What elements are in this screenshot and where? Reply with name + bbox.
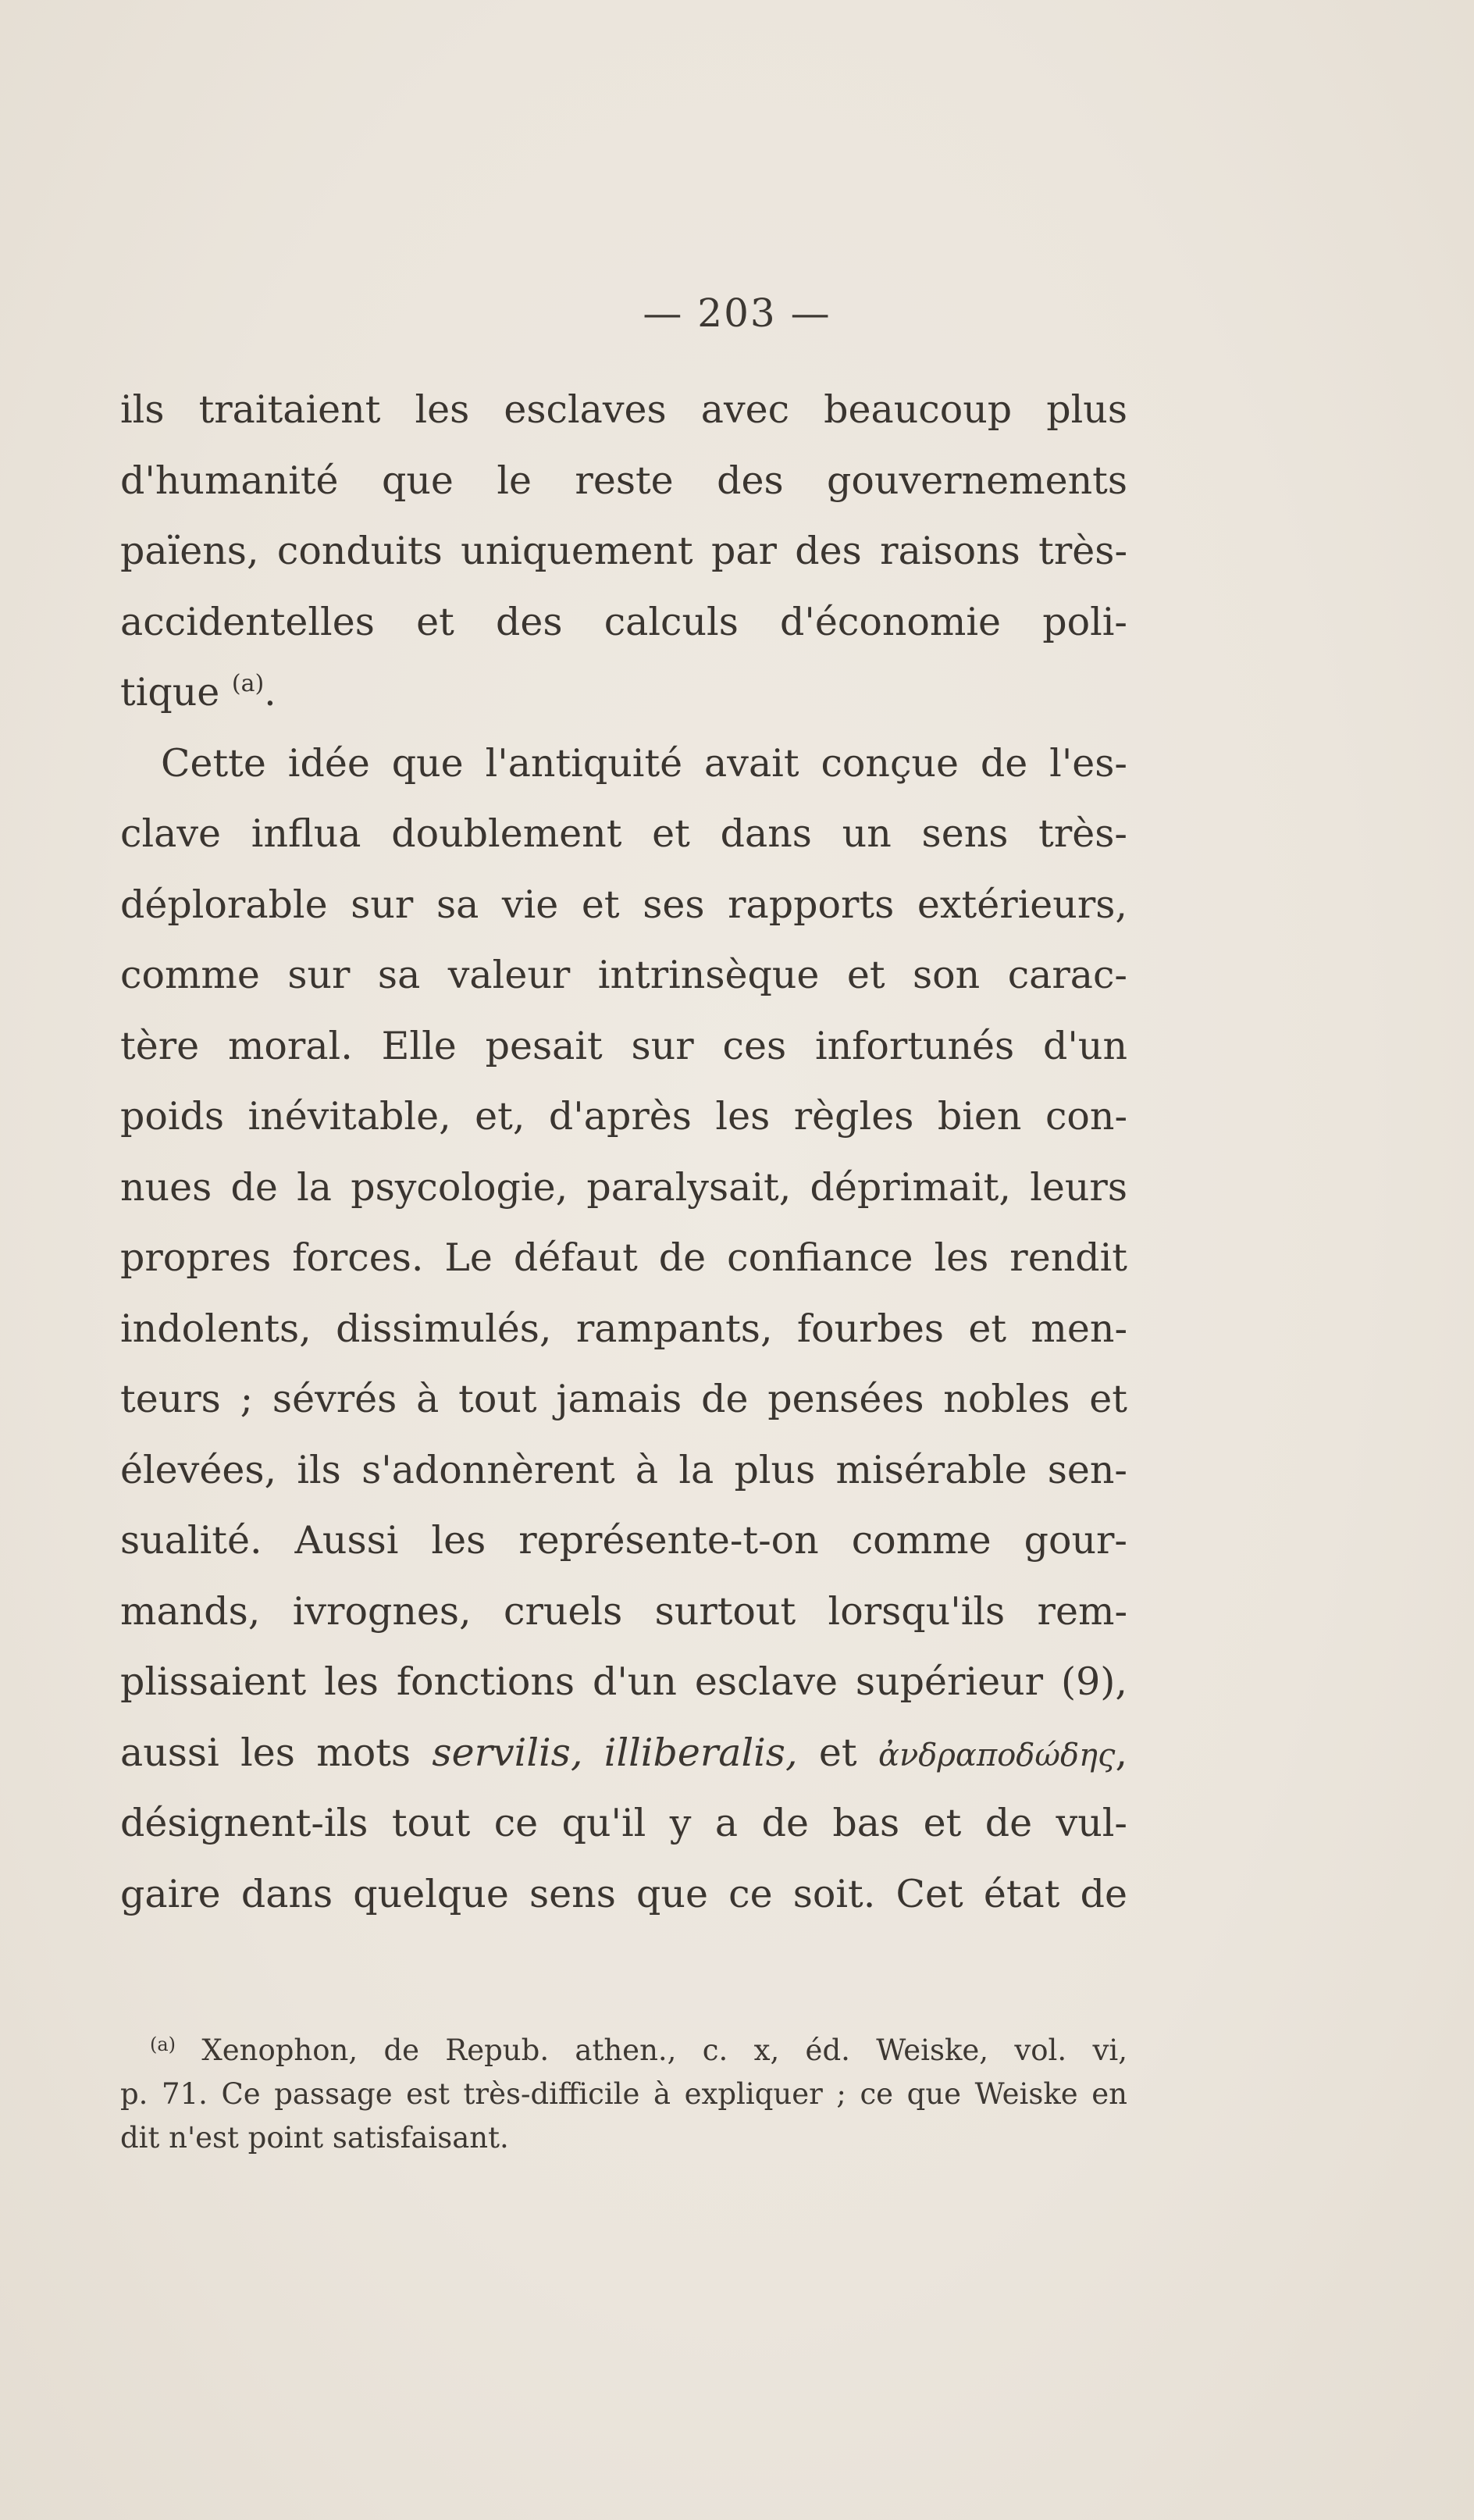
- main-text: [120, 375, 1127, 1930]
- text-line-part: .: [264, 670, 276, 715]
- footnote-line: [120, 2029, 1127, 2073]
- text-line: déplorable sur sa vie et ses rapports extérieurs,: [120, 882, 1127, 927]
- text-line: teurs ; sévrés à tout jamais de pensées nobles et: [120, 1377, 1127, 1421]
- text-line: propres forces. Le défaut de confiance les rendit: [120, 1235, 1127, 1280]
- text-line: désignent-ils tout ce qu'il y a de bas et de vul-: [120, 1801, 1127, 1845]
- footnote-marker: (a): [150, 2033, 176, 2055]
- text-line: gaire dans quelque sens que ce soit. Cet état de: [120, 1871, 1127, 1916]
- text-line: nues de la psycologie, paralysait, déprimait, leurs: [120, 1164, 1127, 1210]
- footnote-line: p. 71. Ce passage est très-difficile à expliquer ; ce que Weiske en: [120, 2077, 1127, 2111]
- text-line: Cette idée que l'antiquité avait conçue de l'es-: [161, 740, 1127, 786]
- text-line: élevées, ils s'adonnèrent à la plus misérable sen-: [120, 1447, 1127, 1492]
- page-number: — 203 —: [643, 290, 831, 336]
- footnote-line: dit n'est point satisfaisant.: [120, 2121, 509, 2155]
- text-part: aussi les mots: [120, 1730, 411, 1775]
- text-line: tère moral. Elle pesait sur ces infortunés d'un: [120, 1023, 1127, 1068]
- text-line: sualité. Aussi les représente-t-on comme gour-: [120, 1518, 1127, 1563]
- text-line: poids inévitable, et, d'après les règles bien con-: [120, 1094, 1127, 1139]
- text-line: païens, conduits uniquement par des raisons très-: [120, 529, 1127, 573]
- text-line: comme sur sa valeur intrinsèque et son carac-: [120, 953, 1127, 997]
- text-line: mands, ivrognes, cruels surtout lorsqu'ils rem-: [120, 1588, 1127, 1634]
- text-line: clave influa doublement et dans un sens très-: [120, 811, 1127, 856]
- text-line: d'humanité que le reste des gouvernements: [120, 458, 1127, 503]
- text-line: [120, 658, 1127, 729]
- text-line-mixed: [120, 1718, 1127, 1789]
- text-part: et: [818, 1730, 857, 1775]
- italic-term: servilis,: [432, 1730, 583, 1775]
- greek-term: ἀνδραποδώδης: [878, 1737, 1116, 1773]
- footnote-reference: (a): [231, 670, 265, 697]
- text-part: ,: [1115, 1730, 1128, 1775]
- footnote-text: Xenophon, de Repub. athen., c. x, éd. Weiske, vol. vi,: [201, 2033, 1127, 2067]
- text-line: ils traitaient les esclaves avec beaucoup plus: [120, 387, 1127, 432]
- text-line: plissaient les fonctions d'un esclave supérieur (9),: [120, 1659, 1127, 1704]
- italic-term: illiberalis,: [603, 1730, 798, 1775]
- footnote: [120, 2029, 1127, 2160]
- text-line-part: tique: [120, 670, 220, 715]
- text-line: accidentelles et des calculs d'économie poli-: [120, 599, 1127, 644]
- text-line: indolents, dissimulés, rampants, fourbes et men-: [120, 1306, 1127, 1351]
